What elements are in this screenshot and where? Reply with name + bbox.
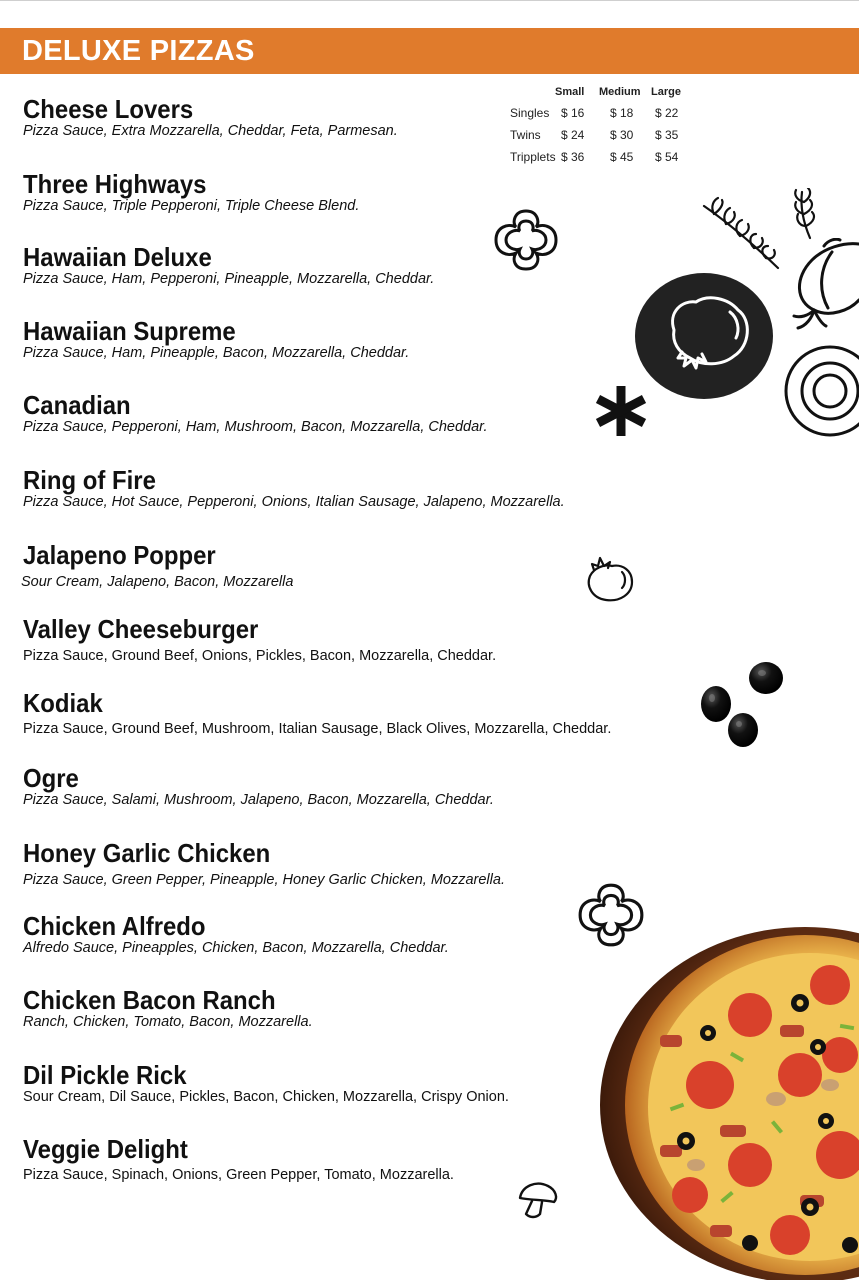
menu-item [23, 764, 663, 809]
price-value: $ 45 [610, 150, 634, 164]
price-col-medium: Medium [599, 86, 641, 98]
item-name: Jalapeno Popper [23, 540, 216, 570]
item-description: Pizza Sauce, Ground Beef, Mushroom, Italian Sausage, Black Olives, Mozzarella, Cheddar. [23, 721, 612, 737]
menu-item [23, 541, 663, 591]
mushroom-icon [516, 1178, 560, 1220]
item-description: Pizza Sauce, Green Pepper, Pineapple, Honey Garlic Chicken, Mozzarella. [23, 872, 505, 888]
price-value: $ 16 [561, 106, 585, 120]
item-name: Ring of Fire [23, 465, 156, 495]
menu-item [23, 243, 663, 288]
price-col-large: Large [651, 86, 681, 98]
item-description: Pizza Sauce, Triple Pepperoni, Triple Cheese Blend. [23, 198, 360, 214]
item-description: Pizza Sauce, Spinach, Onions, Green Pepper, Tomato, Mozzarella. [23, 1167, 454, 1183]
item-description: Sour Cream, Jalapeno, Bacon, Mozzarella [21, 574, 294, 590]
price-row-label: Singles [510, 106, 550, 120]
item-name: Valley Cheeseburger [23, 614, 259, 644]
menu-item [23, 1061, 663, 1106]
price-value: $ 24 [561, 128, 585, 142]
item-description: Pizza Sauce, Extra Mozzarella, Cheddar, Feta, Parmesan. [23, 123, 398, 139]
menu-item [23, 391, 663, 436]
flower-outline-icon [492, 207, 560, 273]
item-description: Pizza Sauce, Hot Sauce, Pepperoni, Onions, Italian Sausage, Jalapeno, Mozzarella. [23, 494, 565, 510]
menu-item [23, 317, 663, 362]
item-description: Sour Cream, Dil Sauce, Pickles, Bacon, Chicken, Mozzarella, Crispy Onion. [23, 1089, 509, 1105]
item-description: Pizza Sauce, Ham, Pepperoni, Pineapple, Mozzarella, Cheddar. [23, 271, 435, 287]
section-title: DELUXE PIZZAS [22, 35, 255, 67]
menu-item [23, 170, 663, 215]
menu-item [23, 615, 663, 665]
price-value: $ 18 [610, 106, 634, 120]
menu-item [23, 986, 663, 1031]
black-olives-icon [696, 658, 792, 754]
item-name: Hawaiian Supreme [23, 316, 236, 346]
item-name: Veggie Delight [23, 1134, 188, 1164]
item-name: Honey Garlic Chicken [23, 838, 271, 868]
price-value: $ 54 [655, 150, 679, 164]
price-col-small: Small [555, 86, 585, 98]
menu-item [23, 689, 663, 738]
onion-ring-icon [782, 344, 859, 438]
top-border [0, 0, 859, 1]
menu-item [23, 466, 663, 511]
menu-item [23, 839, 663, 889]
item-name: Chicken Bacon Ranch [23, 985, 276, 1015]
item-name: Chicken Alfredo [23, 911, 206, 941]
asterisk-icon [592, 384, 650, 438]
garlic-icon [784, 238, 859, 330]
tomato-badge-icon [634, 272, 774, 400]
item-name: Kodiak [23, 688, 103, 718]
item-name: Three Highways [23, 169, 207, 199]
menu-item [23, 95, 663, 140]
item-name: Cheese Lovers [23, 94, 194, 124]
item-description: Pizza Sauce, Pepperoni, Ham, Mushroom, Bacon, Mozzarella, Cheddar. [23, 419, 488, 435]
pizza-icon [600, 925, 859, 1280]
item-description: Ranch, Chicken, Tomato, Bacon, Mozzarella. [23, 1014, 313, 1030]
item-description: Alfredo Sauce, Pineapples, Chicken, Bacon, Mozzarella, Cheddar. [23, 940, 449, 956]
price-row-label: Twins [510, 128, 541, 142]
item-name: Dil Pickle Rick [23, 1060, 187, 1090]
section-header [0, 28, 859, 74]
tomato-outline-icon [580, 552, 638, 604]
item-description: Pizza Sauce, Salami, Mushroom, Jalapeno, Bacon, Mozzarella, Cheddar. [23, 792, 494, 808]
price-row-label: Tripplets [510, 150, 556, 164]
price-value: $ 22 [655, 106, 679, 120]
menu-item [23, 912, 663, 957]
price-value: $ 36 [561, 150, 585, 164]
item-name: Hawaiian Deluxe [23, 242, 212, 272]
item-name: Canadian [23, 390, 131, 420]
menu-item [23, 1135, 663, 1184]
price-value: $ 30 [610, 128, 634, 142]
item-name: Ogre [23, 763, 79, 793]
item-description: Pizza Sauce, Ham, Pineapple, Bacon, Mozzarella, Cheddar. [23, 345, 410, 361]
item-description: Pizza Sauce, Ground Beef, Onions, Pickles, Bacon, Mozzarella, Cheddar. [23, 648, 497, 664]
price-value: $ 35 [655, 128, 679, 142]
